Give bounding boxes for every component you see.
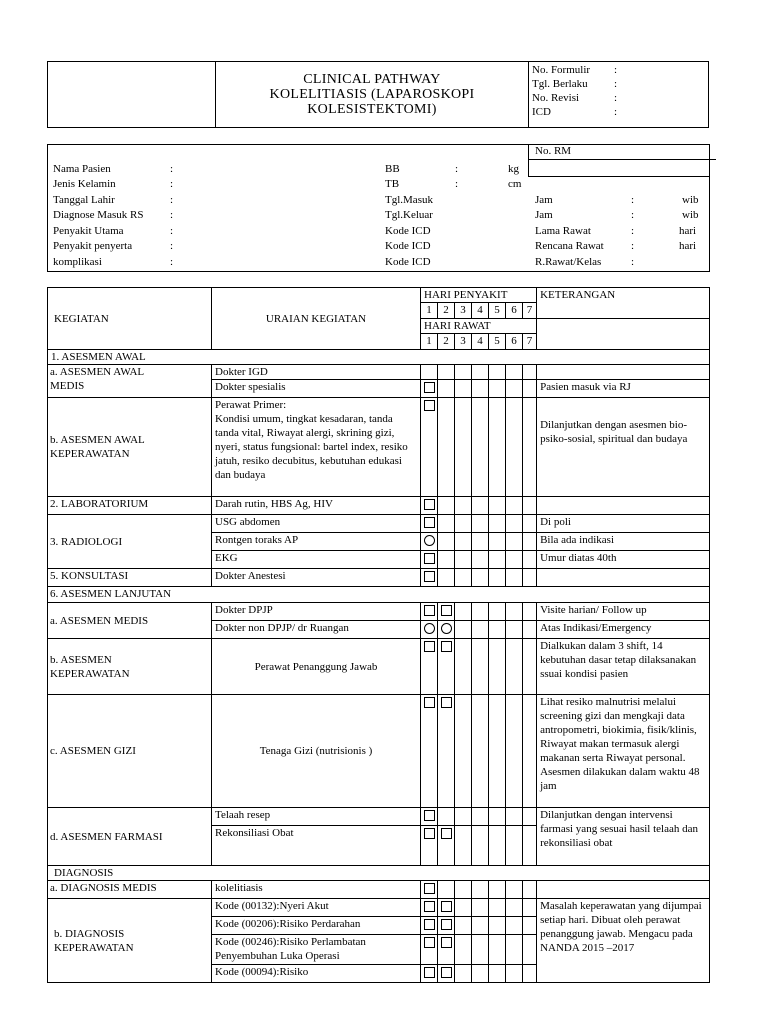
checkbox[interactable] — [424, 517, 435, 528]
revision-sep: : — [614, 92, 618, 104]
circle-checkbox[interactable] — [441, 623, 452, 634]
ket-farmasi: Dilanjutkan dengan intervensi farmasi yang sesuai hasil telaah dan rekonsiliasi obat — [537, 808, 710, 866]
sep: : — [170, 163, 174, 175]
day-1: 1 — [421, 303, 438, 319]
cm-unit: cm — [508, 178, 522, 190]
checkbox[interactable] — [441, 937, 452, 948]
checkbox[interactable] — [424, 571, 435, 582]
rawat-day-5: 5 — [489, 334, 506, 350]
section-konsultasi: 5. KONSULTASI — [48, 569, 212, 587]
checkbox[interactable] — [424, 553, 435, 564]
comorbidity-label: Penyakit penyerta — [53, 240, 133, 252]
form-number-label: No. Formulir — [532, 64, 591, 76]
uraian-kode-00206: Kode (00206):Risiko Perdarahan — [212, 917, 421, 935]
day-2: 2 — [438, 303, 455, 319]
room-class-label: R.Rawat/Kelas — [535, 256, 602, 268]
form-number-sep: : — [614, 64, 618, 76]
sep: : — [170, 240, 174, 252]
uraian-dokter-spesialis: Dokter spesialis — [212, 380, 421, 398]
uraian-dokter-igd: Dokter IGD — [212, 365, 421, 380]
ket-biopsiko: Dilanjutkan dengan asesmen bio-psiko-sosial, spiritual dan budaya — [537, 398, 710, 497]
ket-shift: Dialkukan dalam 3 shift, 14 kebutuhan dasar tetap dilaksanakan ssuai kondisi pasien — [537, 639, 710, 695]
section-diagnosis: DIAGNOSIS — [48, 866, 710, 881]
bb-label: BB — [385, 163, 400, 175]
uraian-usg: USG abdomen — [212, 515, 421, 533]
asesmen-gizi: c. ASESMEN GIZI — [48, 695, 212, 808]
sep: : — [170, 178, 174, 190]
uraian-kode-00094: Kode (00094):Risiko — [212, 965, 421, 983]
uraian-darah: Darah rutin, HBS Ag, HIV — [212, 497, 421, 515]
rawat-day-7: 7 — [523, 334, 537, 350]
valid-date-sep: : — [614, 78, 618, 90]
hari-unit: hari — [679, 240, 697, 252]
no-rm-field[interactable] — [528, 160, 710, 177]
col-hari-penyakit: HARI PENYAKIT — [421, 288, 537, 303]
icd-code-label: Kode ICD — [385, 225, 431, 237]
title-line-2: KOLELITIASIS (LAPAROSKOPI — [269, 87, 475, 102]
sep: : — [455, 178, 459, 190]
circle-checkbox[interactable] — [424, 535, 435, 546]
checkbox[interactable] — [424, 919, 435, 930]
section-laboratorium: 2. LABORATORIUM — [48, 497, 212, 515]
admit-time-label: Jam — [535, 194, 553, 206]
wib-unit: wib — [682, 209, 699, 221]
main-disease-label: Penyakit Utama — [53, 225, 124, 237]
uraian-kode-00132: Kode (00132):Nyeri Akut — [212, 899, 421, 917]
section-asesmen-lanjutan: 6. ASESMEN LANJUTAN — [48, 587, 710, 603]
col-kegiatan: KEGIATAN — [48, 288, 212, 350]
form-info — [529, 62, 709, 128]
checkbox[interactable] — [424, 382, 435, 393]
day-7: 7 — [523, 303, 537, 319]
rawat-day-2: 2 — [438, 334, 455, 350]
uraian-kolelitiasis: kolelitiasis — [212, 881, 421, 899]
sep: : — [631, 225, 635, 237]
kg-unit: kg — [508, 163, 519, 175]
diagnosis-keperawatan: b. DIAGNOSIS KEPERAWATAN — [48, 899, 212, 983]
col-keterangan: KETERANGAN — [537, 288, 710, 319]
icd-code-label: Kode ICD — [385, 240, 431, 252]
checkbox[interactable] — [424, 499, 435, 510]
revision-label: No. Revisi — [532, 92, 580, 104]
gender-label: Jenis Kelamin — [53, 178, 116, 190]
checkbox[interactable] — [441, 605, 452, 616]
patient-info-box — [47, 144, 710, 272]
uraian-rontgen: Rontgen toraks AP — [212, 533, 421, 551]
checkbox[interactable] — [441, 828, 452, 839]
checkbox[interactable] — [424, 400, 435, 411]
checkbox[interactable] — [424, 937, 435, 948]
section-asesmen-awal: 1. ASESMEN AWAL — [48, 350, 710, 365]
uraian-kode-00246: Kode (00246):Risiko Perlambatan Penyembuhan Luka Operasi — [212, 935, 421, 965]
uraian-rekonsiliasi: Rekonsiliasi Obat — [212, 826, 421, 866]
asesmen-awal-medis: a. ASESMEN AWAL MEDIS — [48, 365, 212, 398]
no-rm-label: No. RM — [528, 144, 716, 160]
uraian-dokter-non-dpjp: Dokter non DPJP/ dr Ruangan — [212, 621, 421, 639]
sep: : — [631, 256, 635, 268]
ket-indikasi: Bila ada indikasi — [537, 533, 710, 551]
uraian-dokter-anestesi: Dokter Anestesi — [212, 569, 421, 587]
uraian-perawat-primer: Perawat Primer: Kondisi umum, tingkat kesadaran, tanda tanda vital, Riwayat alergi, skrining gizi, nyeri, status fungsional: bartel index, resiko jatuh, resiko decubitus, kebutuhan edukasi dan budaya — [212, 398, 421, 497]
asesmen-keperawatan: b. ASESMEN KEPERAWATAN — [48, 639, 212, 695]
checkbox[interactable] — [441, 901, 452, 912]
tb-label: TB — [385, 178, 400, 190]
discharge-time-label: Jam — [535, 209, 553, 221]
birthdate-label: Tanggal Lahir — [53, 194, 115, 206]
checkbox[interactable] — [441, 697, 452, 708]
ket-umur: Umur diatas 40th — [537, 551, 710, 569]
rawat-day-1: 1 — [421, 334, 438, 350]
uraian-telaah-resep: Telaah resep — [212, 808, 421, 826]
checkbox[interactable] — [424, 605, 435, 616]
admission-diagnosis-label: Diagnose Masuk RS — [53, 209, 144, 221]
header-table — [47, 61, 709, 128]
section-radiologi: 3. RADIOLOGI — [48, 515, 212, 569]
rawat-day-3: 3 — [455, 334, 472, 350]
day-5: 5 — [489, 303, 506, 319]
checkbox[interactable] — [441, 967, 452, 978]
admit-date-label: Tgl.Masuk — [385, 194, 433, 206]
uraian-ekg: EKG — [212, 551, 421, 569]
sep: : — [170, 209, 174, 221]
icd-code-label: Kode ICD — [385, 256, 431, 268]
sep: : — [455, 163, 459, 175]
day-4: 4 — [472, 303, 489, 319]
sep: : — [170, 256, 174, 268]
uraian-perawat-pj: Perawat Penanggung Jawab — [212, 639, 421, 695]
length-of-stay-label: Lama Rawat — [535, 225, 591, 237]
checkbox[interactable] — [441, 641, 452, 652]
rawat-day-6: 6 — [506, 334, 523, 350]
day-3: 3 — [455, 303, 472, 319]
day-6: 6 — [506, 303, 523, 319]
icd-sep: : — [614, 106, 618, 118]
sep: : — [631, 209, 635, 221]
uraian-dokter-dpjp: Dokter DPJP — [212, 603, 421, 621]
ket-nanda: Masalah keperawatan yang dijumpai setiap hari. Dibuat oleh perawat penanggung jawab. Mengacu pada NANDA 2015 –2017 — [537, 899, 710, 983]
title-line-3: KOLESISTEKTOMI) — [307, 102, 437, 117]
patient-name-label: Nama Pasien — [53, 163, 111, 175]
checkbox[interactable] — [424, 641, 435, 652]
checkbox[interactable] — [424, 883, 435, 894]
asesmen-awal-keperawatan: b. ASESMEN AWAL KEPERAWATAN — [48, 398, 212, 497]
valid-date-label: Tgl. Berlaku — [532, 78, 588, 90]
logo-cell — [48, 62, 216, 128]
ket-visite: Visite harian/ Follow up — [537, 603, 710, 621]
asesmen-farmasi: d. ASESMEN FARMASI — [48, 808, 212, 866]
hari-unit: hari — [679, 225, 697, 237]
keterangan-blank — [537, 319, 710, 350]
asesmen-medis: a. ASESMEN MEDIS — [48, 603, 212, 639]
pathway-table — [47, 287, 710, 983]
checkbox[interactable] — [424, 810, 435, 821]
planned-stay-label: Rencana Rawat — [535, 240, 604, 252]
ket-emergency: Atas Indikasi/Emergency — [537, 621, 710, 639]
sep: : — [170, 225, 174, 237]
rawat-day-4: 4 — [472, 334, 489, 350]
pathway-title — [216, 62, 529, 128]
discharge-date-label: Tgl.Keluar — [385, 209, 433, 221]
ket-gizi: Lihat resiko malnutrisi melalui screening gizi dan mengkaji data antropometri, biokimia, fisik/klinis, Riwayat makan termasuk alergi makanan serta Riwayat personal. Asesmen dilakukan dalam waktu 48 jam — [537, 695, 710, 808]
sep: : — [170, 194, 174, 206]
circle-checkbox[interactable] — [424, 623, 435, 634]
sep: : — [631, 194, 635, 206]
checkbox[interactable] — [424, 967, 435, 978]
sep: : — [631, 240, 635, 252]
checkbox[interactable] — [424, 828, 435, 839]
icd-label: ICD — [532, 106, 551, 118]
diagnosis-medis: a. DIAGNOSIS MEDIS — [48, 881, 212, 899]
ket-poli: Di poli — [537, 515, 710, 533]
col-uraian: URAIAN KEGIATAN — [212, 288, 421, 350]
complication-label: komplikasi — [53, 256, 102, 268]
checkbox[interactable] — [424, 901, 435, 912]
col-hari-rawat: HARI RAWAT — [421, 319, 537, 334]
title-line-1: CLINICAL PATHWAY — [303, 72, 441, 87]
ket-pasien-rj: Pasien masuk via RJ — [537, 380, 710, 398]
checkbox[interactable] — [424, 697, 435, 708]
checkbox[interactable] — [441, 919, 452, 930]
uraian-tenaga-gizi: Tenaga Gizi (nutrisionis ) — [212, 695, 421, 808]
wib-unit: wib — [682, 194, 699, 206]
